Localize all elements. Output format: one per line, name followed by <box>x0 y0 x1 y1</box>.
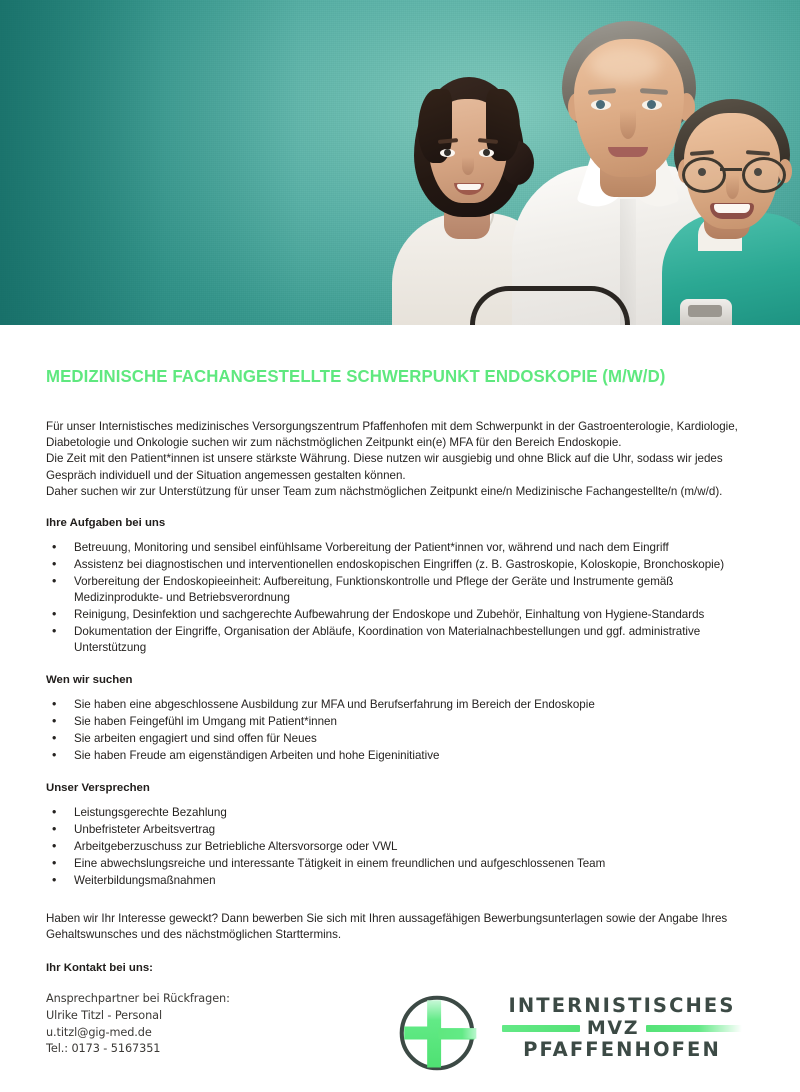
section-benefits-list <box>46 805 754 889</box>
job-posting-content <box>0 325 800 1083</box>
center-man-forehead-highlight <box>590 47 660 83</box>
woman-teeth <box>457 184 481 190</box>
list-item: • Assistenz bei diagnostischen und interventionellen endoskopischen Eingriffen (z. B. Gastroskopie, Koloskopie, Bronchoskopie) <box>46 557 754 573</box>
list-item: • Sie haben Freude am eigenständigen Arbeiten und hohe Eigeninitiative <box>46 748 754 764</box>
intro-line-2: Die Zeit mit den Patient*innen ist unsere stärkste Währung. Diese nutzen wir ausgiebig und ohne Blick auf die Uhr, sodass wir jedes Gespräch individuell und der Situation angemessen gestalten können. <box>46 452 723 482</box>
list-item: • Eine abwechslungsreiche und interessante Tätigkeit in einem freundlichen und aufgeschlossenen Team <box>46 856 754 872</box>
list-item: • Reinigung, Desinfektion und sachgerechte Aufbewahrung der Endoskope und Zubehör, Einhaltung von Hygiene-Standards <box>46 607 754 623</box>
logo-line-pfaffenhofen: PFAFFENHOFEN <box>523 1037 721 1061</box>
logo-accent-bar-left <box>502 1025 580 1032</box>
right-man-teeth <box>714 204 750 213</box>
logo-line-mvz-row <box>488 1016 756 1039</box>
contact-phone[interactable]: Tel.: 0173 - 5167351 <box>46 1042 161 1056</box>
section-tasks-heading: Ihre Aufgaben bei uns <box>46 517 166 530</box>
contact-person-name: Ulrike Titzl - Personal <box>46 1009 163 1022</box>
intro-line-3: Daher suchen wir zur Unterstützung für unser Team zum nächstmöglichen Zeitpunkt eine/n Medizinische Fachangestellte/n (m/w/d). <box>46 484 723 498</box>
section-benefits <box>46 765 754 889</box>
intro-line-1: Für unser Internistisches medizinisches Versorgungszentrum Pfaffenhofen mit dem Schwerpunkt in der Gastroenterologie, Kardiologie, Diabetologie und Onkologie suchen wir zum nächstmöglichen Zeitpunkt ein(e) MFA für den Bereich Endoskopie. <box>46 420 738 450</box>
closing-paragraph <box>46 890 754 943</box>
company-logo <box>396 986 756 1080</box>
woman-nose <box>462 157 474 175</box>
list-item: • Arbeitgeberzuschuss zur Betriebliche Altersvorsorge oder VWL <box>46 839 754 855</box>
page-title: MEDIZINISCHE FACHANGESTELLTE SCHWERPUNKT ENDOSKOPIE (M/W/D) <box>46 366 666 386</box>
hero-image <box>0 0 800 325</box>
list-item: • Sie arbeiten engagiert und sind offen für Neues <box>46 731 754 747</box>
glasses-lens-left <box>682 157 726 193</box>
team-photo-subjects <box>0 0 800 325</box>
list-item: • Unbefristeter Arbeitsvertrag <box>46 822 754 838</box>
stethoscope-icon <box>470 286 630 325</box>
contact-details <box>46 991 230 1058</box>
woman-pupil-right <box>483 149 490 156</box>
section-requirements-list <box>46 697 754 764</box>
glasses-bridge <box>720 168 742 171</box>
right-man-nose <box>726 175 739 199</box>
glasses-lens-right <box>742 157 786 193</box>
list-item: • Betreuung, Monitoring und sensibel einfühlsame Vorbereitung der Patient*innen vor, während und nach dem Eingriff <box>46 540 754 556</box>
center-man-mouth <box>608 147 648 157</box>
list-item: • Dokumentation der Eingriffe, Organisation der Abläufe, Koordination von Materialnachbestellungen und ggf. administrative Unterstützung <box>46 624 754 656</box>
list-item: • Sie haben Feingefühl im Umgang mit Patient*innen <box>46 714 754 730</box>
section-tasks-list <box>46 540 754 656</box>
list-item: • Sie haben eine abgeschlossene Ausbildung zur MFA und Berufserfahrung im Bereich der Endoskopie <box>46 697 754 713</box>
section-benefits-heading: Unser Versprechen <box>46 781 150 794</box>
center-man-pupil-right <box>647 100 656 109</box>
section-requirements <box>46 657 754 764</box>
contact-email[interactable]: u.titzl@gig-med.de <box>46 1025 152 1039</box>
person-doctor-with-glasses <box>662 75 800 325</box>
contact-role-label: Ansprechpartner bei Rückfragen: <box>46 992 230 1006</box>
list-item: • Weiterbildungsmaßnahmen <box>46 873 754 889</box>
logo-accent-bar-right <box>646 1025 742 1032</box>
section-requirements-heading: Wen wir suchen <box>46 673 133 686</box>
logo-mark-cross-icon <box>396 992 478 1074</box>
list-item: • Leistungsgerechte Bezahlung <box>46 805 754 821</box>
closing-line-1: Haben wir Ihr Interesse geweckt? Dann bewerben Sie sich mit Ihren aussagefähigen Bewerbungsunterlagen sowie der Angabe Ihres Gehaltswunsches und des nächstmöglichen Starttermins. <box>46 911 728 942</box>
contact-heading: Ihr Kontakt bei uns: <box>46 962 153 975</box>
footer <box>46 991 754 1083</box>
intro-paragraph <box>46 387 754 500</box>
medical-device-prop <box>680 299 732 325</box>
section-tasks <box>46 500 754 656</box>
list-item: • Vorbereitung der Endoskopieeinheit: Aufbereitung, Funktionskontrolle und Pflege der Geräte und Instrumente gemäß Medizinprodukte- und Betriebsverordnung <box>46 574 754 606</box>
center-man-nose <box>620 109 636 139</box>
center-man-pupil-left <box>596 100 605 109</box>
woman-pupil-left <box>444 149 451 156</box>
logo-line-mvz: MVZ <box>586 1016 640 1039</box>
logo-wordmark <box>488 996 756 1060</box>
logo-line-internistisches: INTERNISTISCHES <box>508 994 736 1018</box>
